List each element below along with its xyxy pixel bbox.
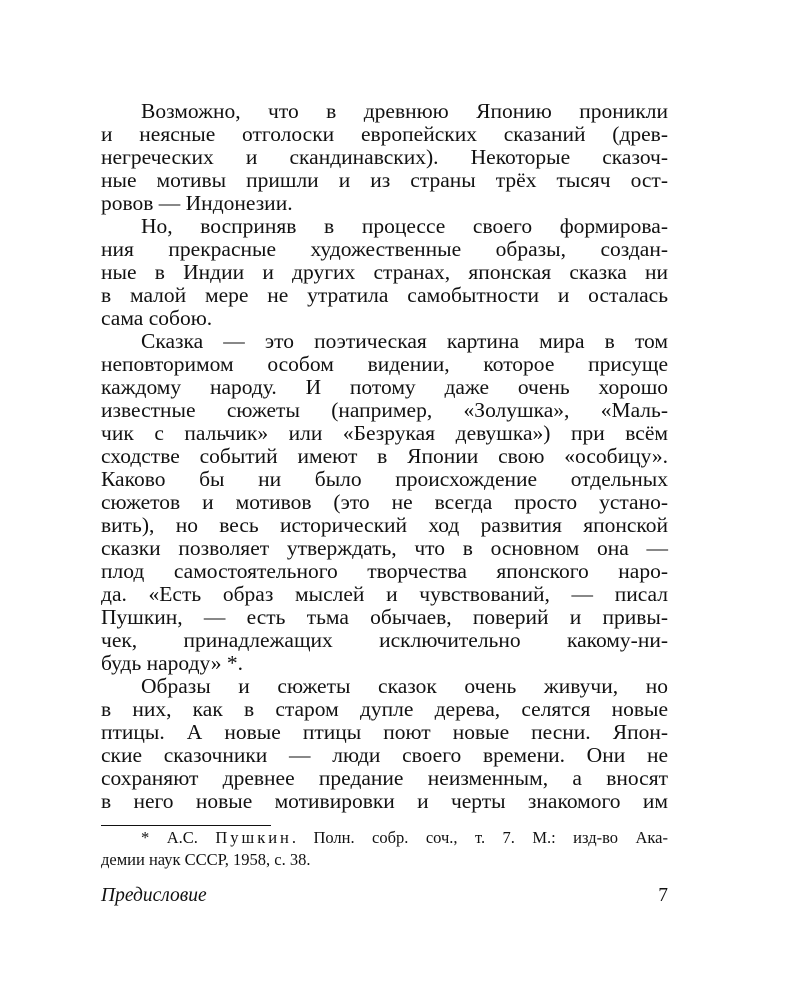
text-line: вить), но весь исторический ход развития японской <box>101 513 668 537</box>
footnote-author: Пушкин <box>215 828 292 847</box>
footnote-line: демии наук СССР, 1958, с. 38. <box>101 850 311 869</box>
paragraph <box>101 215 668 330</box>
text-line: неповторимом особом видении, которое присуще <box>101 352 668 376</box>
text-line: Образы и сюжеты сказок очень живучи, но <box>141 674 668 698</box>
running-title: Предисловие <box>101 885 207 906</box>
paragraph <box>101 330 668 675</box>
text-line: ния прекрасные художественные образы, создан- <box>101 237 668 261</box>
text-line: Возможно, что в древнюю Японию проникли <box>141 99 668 123</box>
text-line: Сказка — это поэтическая картина мира в том <box>141 329 668 353</box>
footnote-divider <box>101 825 271 826</box>
text-line: птицы. А новые птицы поют новые песни. Япон- <box>101 720 668 744</box>
text-line: чик с пальчик» или «Безрукая девушка») при всём <box>101 421 668 445</box>
text-line: ские сказочники — люди своего времени. Они не <box>101 743 668 767</box>
text-line: каждому народу. И потому даже очень хорошо <box>101 375 668 399</box>
text-line: чек, принадлежащих исключительно какому-ни- <box>101 628 668 652</box>
text-line: и неясные отголоски европейских сказаний (древ- <box>101 122 668 146</box>
text-line: Но, восприняв в процессе своего формирова- <box>141 214 668 238</box>
paragraph <box>101 100 668 215</box>
footnote <box>101 827 668 871</box>
footnote-marker: * А.С. <box>141 828 216 847</box>
page-footer <box>101 885 668 909</box>
text-line: ровов — Индонезии. <box>101 191 293 215</box>
text-line: плод самостоятельного творчества японского наро- <box>101 559 668 583</box>
text-line: будь народу» *. <box>101 651 244 675</box>
text-line: Каково бы ни было происхождение отдельных <box>101 467 668 491</box>
text-line: сказки позволяет утверждать, что в основном она — <box>101 536 668 560</box>
text-line: сходстве событий имеют в Японии свою «особицу». <box>101 444 668 468</box>
text-line: известные сюжеты (например, «Золушка», «Маль- <box>101 398 668 422</box>
footnote-line <box>101 827 668 849</box>
footnote-citation: . Полн. собр. соч., т. 7. М.: изд-во Ака- <box>291 828 668 847</box>
text-line: в них, как в старом дупле дерева, селятся новые <box>101 697 668 721</box>
text-line: ные мотивы пришли и из страны трёх тысяч ост- <box>101 168 668 192</box>
text-line: в него новые мотивировки и черты знакомого им <box>101 789 668 813</box>
text-line: ные в Индии и других странах, японская сказка ни <box>101 260 668 284</box>
text-line: Пушкин, — есть тьма обычаев, поверий и привы- <box>101 605 668 629</box>
page-number: 7 <box>658 885 668 906</box>
body-text <box>101 100 668 813</box>
text-line: сохраняют древнее предание неизменным, а вносят <box>101 766 668 790</box>
text-line: сюжетов и мотивов (это не всегда просто устано- <box>101 490 668 514</box>
text-line: сама собою. <box>101 306 213 330</box>
paragraph <box>101 675 668 813</box>
text-line: негреческих и скандинавских). Некоторые сказоч- <box>101 145 668 169</box>
text-line: в малой мере не утратила самобытности и осталась <box>101 283 668 307</box>
text-line: да. «Есть образ мыслей и чувствований, — писал <box>101 582 668 606</box>
